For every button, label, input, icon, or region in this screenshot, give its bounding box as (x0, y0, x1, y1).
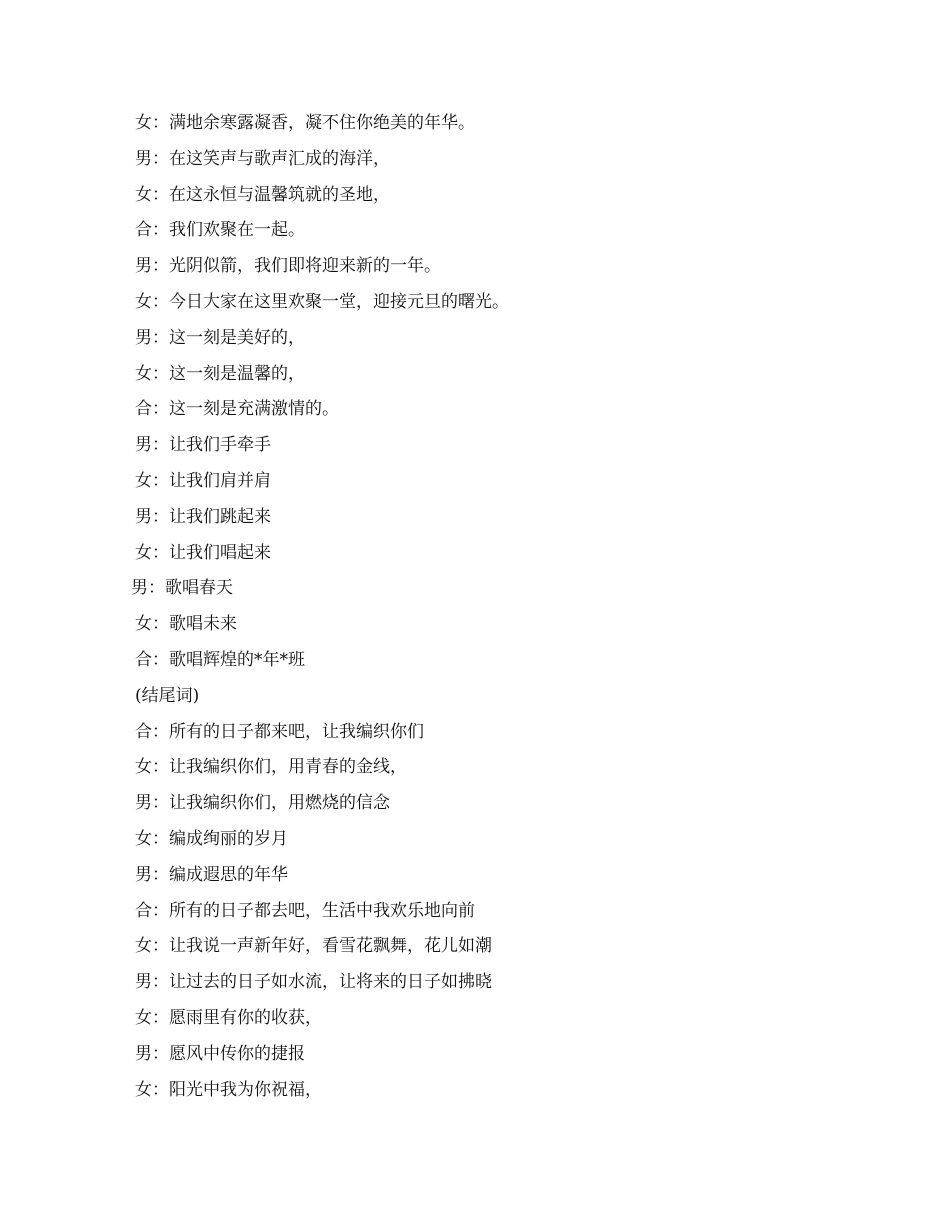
text-line-12: 男：让我们跳起来 (135, 506, 271, 527)
text-line-15: 女：歌唱未来 (135, 614, 237, 635)
text-line-26: 女：愿雨里有你的收获， (135, 1007, 322, 1028)
text-line-17: (结尾词) (135, 685, 200, 706)
text-line-2: 男：在这笑声与歌声汇成的海洋， (135, 148, 390, 169)
text-line-20: 男：让我编织你们，用燃烧的信念 (135, 793, 390, 814)
text-line-28: 女：阳光中我为你祝福， (135, 1079, 322, 1100)
text-line-18: 合：所有的日子都来吧，让我编织你们 (135, 721, 424, 742)
text-line-14: 男：歌唱春天 (131, 578, 233, 599)
text-line-4: 合：我们欢聚在一起。 (135, 220, 305, 241)
text-line-5: 男：光阴似箭，我们即将迎来新的一年。 (135, 256, 441, 277)
text-line-11: 女：让我们肩并肩 (135, 470, 271, 491)
text-line-22: 男：编成遐思的年华 (135, 864, 288, 885)
text-line-25: 男：让过去的日子如水流，让将来的日子如拂晓 (135, 972, 492, 993)
text-line-21: 女：编成绚丽的岁月 (135, 828, 288, 849)
text-line-16: 合：歌唱辉煌的*年*班 (135, 649, 305, 670)
text-line-9: 合：这一刻是充满激情的。 (135, 399, 339, 420)
text-line-23: 合：所有的日子都去吧，生活中我欢乐地向前 (135, 900, 475, 921)
text-line-27: 男：愿风中传你的捷报 (135, 1043, 305, 1064)
text-line-7: 男：这一刻是美好的， (135, 327, 305, 348)
text-line-3: 女：在这永恒与温馨筑就的圣地， (135, 184, 390, 205)
text-line-19: 女：让我编织你们，用青春的金线， (135, 757, 407, 778)
text-line-8: 女：这一刻是温馨的， (135, 363, 305, 384)
text-line-1: 女：满地余寒露凝香，凝不住你绝美的年华。 (135, 113, 475, 133)
text-line-6: 女：今日大家在这里欢聚一堂，迎接元旦的曙光。 (135, 291, 509, 312)
text-line-10: 男：让我们手牵手 (135, 435, 271, 456)
text-line-24: 女：让我说一声新年好，看雪花飘舞，花儿如潮 (135, 936, 492, 957)
script-text-block (131, 106, 895, 1108)
text-line-13: 女：让我们唱起来 (135, 542, 271, 563)
